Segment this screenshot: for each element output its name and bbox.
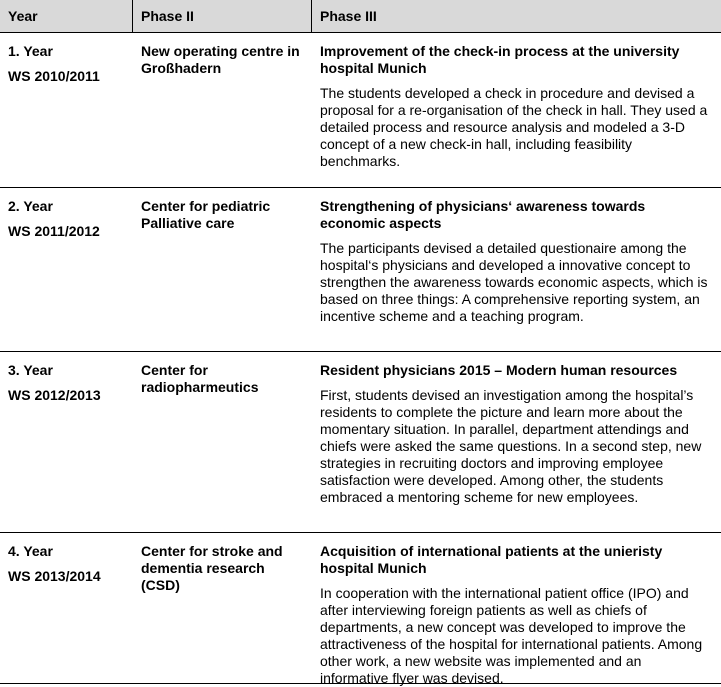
phase3-description: First, students devised an investigation among the hospital’s residents to complete the picture and learn more about the momentary situation. In parallel, department attendings and chiefs were asked the same questions. In a second step, new strategies in recruiting doctors and improving employee satisfaction were developed. Among other, the students embraced a mentoring scheme for new employees. xyxy=(320,387,702,505)
semester-label: WS 2012/2013 xyxy=(8,387,101,403)
year-cell xyxy=(0,33,133,187)
phase3-description: The students developed a check in procedure and devised a proposal for a re-organisation of the check in hall. They used a detailed process and resource analysis and modeled a 3-D concept of a new check-in hall, including feasibility benchmarks. xyxy=(320,85,708,169)
semester-label: WS 2013/2014 xyxy=(8,568,101,584)
year-label: 1. Year xyxy=(8,43,53,59)
phase3-cell xyxy=(312,352,721,532)
table-row xyxy=(0,352,721,533)
table-row xyxy=(0,33,721,188)
year-cell xyxy=(0,533,133,683)
year-label: 4. Year xyxy=(8,543,53,559)
phase2-cell: Center for stroke and dementia research (CSD) xyxy=(141,543,283,593)
semester-label: WS 2011/2012 xyxy=(8,223,100,239)
phase2-cell: New operating centre in Großhadern xyxy=(141,43,300,76)
year-label: 3. Year xyxy=(8,362,53,378)
phase3-cell xyxy=(312,188,721,351)
phase2-cell: Center for pediatric Palliative care xyxy=(141,198,271,231)
table-row xyxy=(0,533,721,684)
header-year: Year xyxy=(0,0,133,32)
header-phase2: Phase II xyxy=(133,0,312,32)
semester-label: WS 2010/2011 xyxy=(8,68,100,84)
phase3-title: Resident physicians 2015 – Modern human resources xyxy=(320,362,678,378)
phase2-cell: Center for radiopharmeutics xyxy=(141,362,259,395)
year-cell xyxy=(0,352,133,532)
phase3-cell xyxy=(312,533,721,686)
phase3-title: Improvement of the check-in process at the university hospital Munich xyxy=(320,43,680,76)
table-header xyxy=(0,0,721,33)
year-label: 2. Year xyxy=(8,198,53,214)
phase3-title: Strengthening of physicians‘ awareness towards economic aspects xyxy=(320,198,646,231)
year-cell xyxy=(0,188,133,351)
phase3-description: In cooperation with the international patient office (IPO) and after interviewing foreign patients as well as chiefs of departments, a new concept was developed to improve the attractiveness of the hospital for international patients. Among other work, a new website was implemented and an informative flyer was devised. xyxy=(320,585,703,686)
phase3-title: Acquisition of international patients at the unieristy hospital Munich xyxy=(320,543,663,576)
phase3-cell xyxy=(312,33,721,187)
table-row xyxy=(0,188,721,352)
phase3-description: The participants devised a detailed questionaire among the hospital‘s physicians and developed a innovative concept to strengthen the awareness towards economic aspects, which is based on three things: A comprehensive reporting system, an incentive scheme and a teaching program. xyxy=(320,240,708,324)
header-phase3: Phase III xyxy=(320,8,377,24)
